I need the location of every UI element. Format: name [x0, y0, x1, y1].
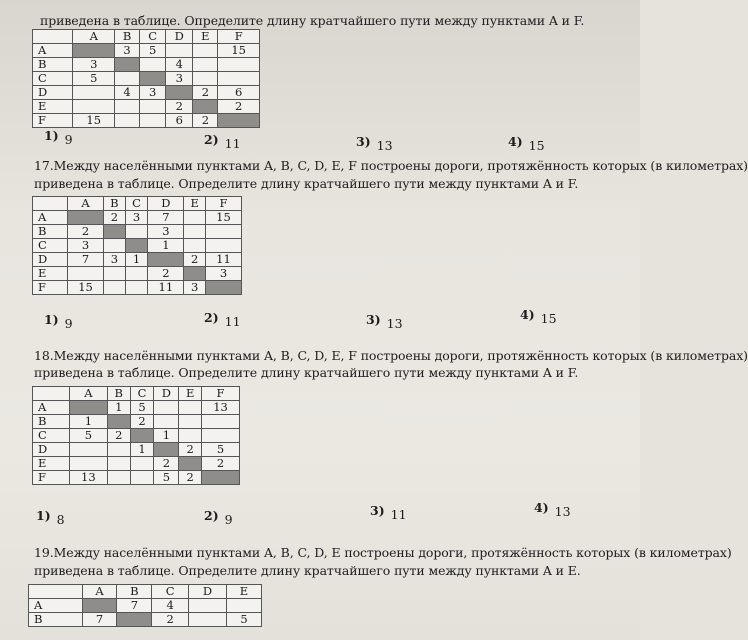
distance-cell: 2	[104, 211, 126, 225]
row-header-c: C	[33, 72, 73, 86]
distance-cell: 3	[184, 281, 206, 295]
answer-option-value: 15	[540, 311, 557, 326]
table-corner-cell	[33, 30, 73, 44]
distance-cell: 11	[148, 281, 184, 295]
answer-option-number: 2)	[204, 310, 219, 325]
distance-cell	[148, 253, 184, 267]
row-header-c: C	[33, 429, 70, 443]
answer-option-value: 9	[64, 132, 73, 147]
answer-option-3	[356, 134, 393, 153]
distance-cell: 2	[193, 86, 218, 100]
distance-cell	[107, 471, 130, 485]
distance-cell: 1	[107, 401, 130, 415]
distance-cell	[179, 401, 202, 415]
distance-cell	[117, 613, 152, 627]
distance-cell: 5	[202, 443, 240, 457]
distance-cell	[104, 267, 126, 281]
column-header-f: F	[202, 387, 240, 401]
column-header-b: B	[117, 585, 152, 599]
answer-option-3	[370, 503, 407, 522]
distance-cell: 7	[117, 599, 152, 613]
distance-cell: 2	[148, 267, 184, 281]
column-header-b: B	[115, 30, 140, 44]
answer-option-value: 9	[64, 316, 73, 331]
answer-option-4	[508, 134, 545, 153]
table-row	[33, 100, 260, 114]
distance-cell: 2	[154, 457, 179, 471]
table-row	[33, 443, 240, 457]
distance-cell	[104, 225, 126, 239]
distance-cell	[202, 429, 240, 443]
distance-cell	[125, 267, 148, 281]
distance-cell	[205, 225, 241, 239]
answer-option-number: 1)	[36, 508, 51, 523]
table-corner-cell	[29, 585, 83, 599]
column-header-e: E	[184, 197, 206, 211]
row-header-f: F	[33, 114, 73, 128]
problem-17-distance-table	[32, 196, 242, 295]
distance-cell	[130, 457, 154, 471]
distance-cell: 3	[205, 267, 241, 281]
column-header-e: E	[179, 387, 202, 401]
answer-option-value: 13	[554, 504, 571, 519]
answer-option-value: 8	[56, 512, 65, 527]
distance-cell	[140, 114, 166, 128]
row-header-d: D	[33, 86, 73, 100]
column-header-c: C	[152, 585, 188, 599]
table-header-row	[33, 197, 242, 211]
answer-option-number: 1)	[44, 312, 59, 327]
table-row	[33, 429, 240, 443]
distance-cell	[179, 457, 202, 471]
problem-18-header-line-1: 18.Между населёнными пунктами A, B, C, D, E, F построены дороги, протяжённость которых (в километрах)	[34, 348, 748, 363]
column-header-b: B	[104, 197, 126, 211]
row-header-e: E	[33, 267, 68, 281]
problem-16-distance-table	[32, 29, 260, 128]
row-header-d: D	[33, 443, 70, 457]
distance-cell: 13	[69, 471, 107, 485]
table-header-row	[33, 387, 240, 401]
distance-cell: 7	[68, 253, 104, 267]
table-corner-cell	[33, 197, 68, 211]
distance-cell	[73, 100, 115, 114]
distance-cell	[107, 415, 130, 429]
table-row	[33, 457, 240, 471]
distance-cell	[115, 100, 140, 114]
distance-cell	[68, 211, 104, 225]
row-header-b: B	[29, 613, 83, 627]
distance-cell: 7	[148, 211, 184, 225]
distance-cell	[73, 86, 115, 100]
table-row	[33, 114, 260, 128]
distance-cell	[69, 401, 107, 415]
answer-option-1	[44, 312, 73, 331]
table-row	[33, 239, 242, 253]
distance-cell	[188, 599, 226, 613]
answer-option-value: 13	[376, 138, 393, 153]
distance-cell	[226, 599, 261, 613]
row-header-d: D	[33, 253, 68, 267]
row-header-b: B	[33, 225, 68, 239]
answer-option-number: 3)	[370, 503, 385, 518]
table-row	[29, 599, 262, 613]
distance-cell: 1	[69, 415, 107, 429]
distance-cell	[179, 415, 202, 429]
column-header-f: F	[205, 197, 241, 211]
distance-cell	[193, 44, 218, 58]
table-row	[33, 415, 240, 429]
answer-option-number: 3)	[356, 134, 371, 149]
column-header-f: F	[218, 30, 260, 44]
table-row	[33, 86, 260, 100]
distance-cell: 5	[69, 429, 107, 443]
table-row	[33, 225, 242, 239]
distance-cell	[218, 114, 260, 128]
distance-cell: 13	[202, 401, 240, 415]
column-header-d: D	[188, 585, 226, 599]
distance-cell	[104, 239, 126, 253]
distance-cell: 2	[179, 471, 202, 485]
distance-cell	[205, 281, 241, 295]
distance-cell: 2	[179, 443, 202, 457]
table-row	[33, 401, 240, 415]
distance-cell	[193, 100, 218, 114]
answer-option-1	[36, 508, 65, 527]
answer-option-value: 11	[224, 314, 241, 329]
problem-18-distance-table	[32, 386, 240, 485]
distance-cell: 1	[148, 239, 184, 253]
distance-cell: 5	[154, 471, 179, 485]
column-header-c: C	[125, 197, 148, 211]
problem-16-header-line-1: приведена в таблице. Определите длину кратчайшего пути между пунктами A и F.	[40, 13, 585, 28]
distance-cell: 4	[115, 86, 140, 100]
distance-cell: 15	[68, 281, 104, 295]
column-header-d: D	[166, 30, 193, 44]
distance-cell	[115, 72, 140, 86]
distance-cell	[166, 86, 193, 100]
column-header-e: E	[226, 585, 261, 599]
distance-cell: 3	[166, 72, 193, 86]
row-header-a: A	[29, 599, 83, 613]
distance-cell	[193, 72, 218, 86]
row-header-a: A	[33, 211, 68, 225]
answer-option-3	[366, 312, 403, 331]
distance-cell: 11	[205, 253, 241, 267]
column-header-c: C	[130, 387, 154, 401]
answer-option-2	[204, 310, 241, 329]
distance-cell	[205, 239, 241, 253]
distance-cell	[154, 443, 179, 457]
distance-cell: 3	[125, 211, 148, 225]
problem-17-header-line-2: приведена в таблице. Определите длину кратчайшего пути между пунктами A и F.	[34, 176, 579, 191]
column-header-e: E	[193, 30, 218, 44]
distance-cell	[125, 281, 148, 295]
distance-cell: 1	[125, 253, 148, 267]
distance-cell	[166, 44, 193, 58]
table-row	[33, 471, 240, 485]
distance-cell: 2	[130, 415, 154, 429]
answer-option-value: 13	[386, 316, 403, 331]
answer-option-number: 3)	[366, 312, 381, 327]
distance-cell	[140, 58, 166, 72]
row-header-a: A	[33, 401, 70, 415]
distance-cell: 2	[184, 253, 206, 267]
distance-cell: 1	[154, 429, 179, 443]
distance-cell	[125, 225, 148, 239]
answer-option-number: 2)	[204, 508, 219, 523]
distance-cell: 4	[166, 58, 193, 72]
answer-option-1	[44, 128, 73, 147]
distance-cell	[202, 471, 240, 485]
distance-cell: 3	[140, 86, 166, 100]
table-row	[33, 253, 242, 267]
distance-cell	[130, 429, 154, 443]
problem-19-header-line-2: приведена в таблице. Определите длину кратчайшего пути между пунктами A и E.	[34, 563, 581, 578]
distance-cell: 3	[115, 44, 140, 58]
column-header-a: A	[69, 387, 107, 401]
problem-19-header-line-1: 19.Между населёнными пунктами A, B, C, D, E построены дороги, протяжённость которых (в километрах)	[34, 545, 732, 560]
distance-cell: 6	[166, 114, 193, 128]
row-header-e: E	[33, 100, 73, 114]
distance-cell: 5	[130, 401, 154, 415]
table-header-row	[29, 585, 262, 599]
distance-cell	[184, 239, 206, 253]
answer-option-number: 4)	[508, 134, 523, 149]
distance-cell: 15	[205, 211, 241, 225]
distance-cell: 2	[107, 429, 130, 443]
distance-cell	[115, 114, 140, 128]
answer-option-value: 11	[224, 136, 241, 151]
table-row	[33, 211, 242, 225]
table-row	[33, 72, 260, 86]
problem-18-header-line-2: приведена в таблице. Определите длину кратчайшего пути между пунктами A и F.	[34, 365, 579, 380]
distance-cell	[82, 599, 117, 613]
column-header-c: C	[140, 30, 166, 44]
distance-cell: 2	[68, 225, 104, 239]
distance-cell: 15	[218, 44, 260, 58]
answer-option-value: 11	[390, 507, 407, 522]
table-row	[33, 281, 242, 295]
answer-option-2	[204, 508, 233, 527]
distance-cell: 2	[193, 114, 218, 128]
distance-cell	[125, 239, 148, 253]
distance-cell: 2	[152, 613, 188, 627]
distance-cell	[107, 443, 130, 457]
distance-cell: 3	[73, 58, 115, 72]
distance-cell	[154, 401, 179, 415]
column-header-a: A	[82, 585, 117, 599]
problem-17-header-line-1: 17.Между населёнными пунктами A, B, C, D, E, F построены дороги, протяжённость которых (в километрах)	[34, 158, 748, 173]
column-header-a: A	[73, 30, 115, 44]
row-header-e: E	[33, 457, 70, 471]
distance-cell	[73, 44, 115, 58]
distance-cell: 5	[140, 44, 166, 58]
answer-option-number: 4)	[534, 500, 549, 515]
table-row	[33, 58, 260, 72]
distance-cell	[184, 211, 206, 225]
distance-cell	[115, 58, 140, 72]
distance-cell: 7	[82, 613, 117, 627]
distance-cell	[218, 58, 260, 72]
answer-option-value: 15	[528, 138, 545, 153]
distance-cell: 2	[202, 457, 240, 471]
column-header-a: A	[68, 197, 104, 211]
distance-cell: 3	[68, 239, 104, 253]
distance-cell	[188, 613, 226, 627]
table-row	[33, 44, 260, 58]
distance-cell: 5	[73, 72, 115, 86]
table-row	[33, 267, 242, 281]
distance-cell: 5	[226, 613, 261, 627]
distance-cell: 2	[166, 100, 193, 114]
distance-cell	[130, 471, 154, 485]
problem-19-distance-table	[28, 584, 262, 627]
column-header-d: D	[148, 197, 184, 211]
distance-cell: 6	[218, 86, 260, 100]
row-header-c: C	[33, 239, 68, 253]
answer-option-2	[204, 132, 241, 151]
distance-cell	[179, 429, 202, 443]
distance-cell: 3	[104, 253, 126, 267]
distance-cell	[68, 267, 104, 281]
row-header-f: F	[33, 281, 68, 295]
column-header-b: B	[107, 387, 130, 401]
distance-cell	[107, 457, 130, 471]
distance-cell	[202, 415, 240, 429]
distance-cell	[140, 72, 166, 86]
distance-cell	[69, 443, 107, 457]
row-header-b: B	[33, 58, 73, 72]
answer-option-number: 2)	[204, 132, 219, 147]
table-header-row	[33, 30, 260, 44]
distance-cell	[184, 225, 206, 239]
row-header-b: B	[33, 415, 70, 429]
distance-cell	[193, 58, 218, 72]
distance-cell	[184, 267, 206, 281]
answer-option-value: 9	[224, 512, 233, 527]
table-corner-cell	[33, 387, 70, 401]
distance-cell: 15	[73, 114, 115, 128]
distance-cell: 3	[148, 225, 184, 239]
row-header-f: F	[33, 471, 70, 485]
row-header-a: A	[33, 44, 73, 58]
distance-cell: 4	[152, 599, 188, 613]
answer-option-4	[520, 307, 557, 326]
answer-option-4	[534, 500, 571, 519]
distance-cell	[69, 457, 107, 471]
distance-cell	[140, 100, 166, 114]
distance-cell	[154, 415, 179, 429]
distance-cell	[104, 281, 126, 295]
column-header-d: D	[154, 387, 179, 401]
distance-cell	[218, 72, 260, 86]
answer-option-number: 4)	[520, 307, 535, 322]
distance-cell: 2	[218, 100, 260, 114]
table-row	[29, 613, 262, 627]
distance-cell: 1	[130, 443, 154, 457]
answer-option-number: 1)	[44, 128, 59, 143]
